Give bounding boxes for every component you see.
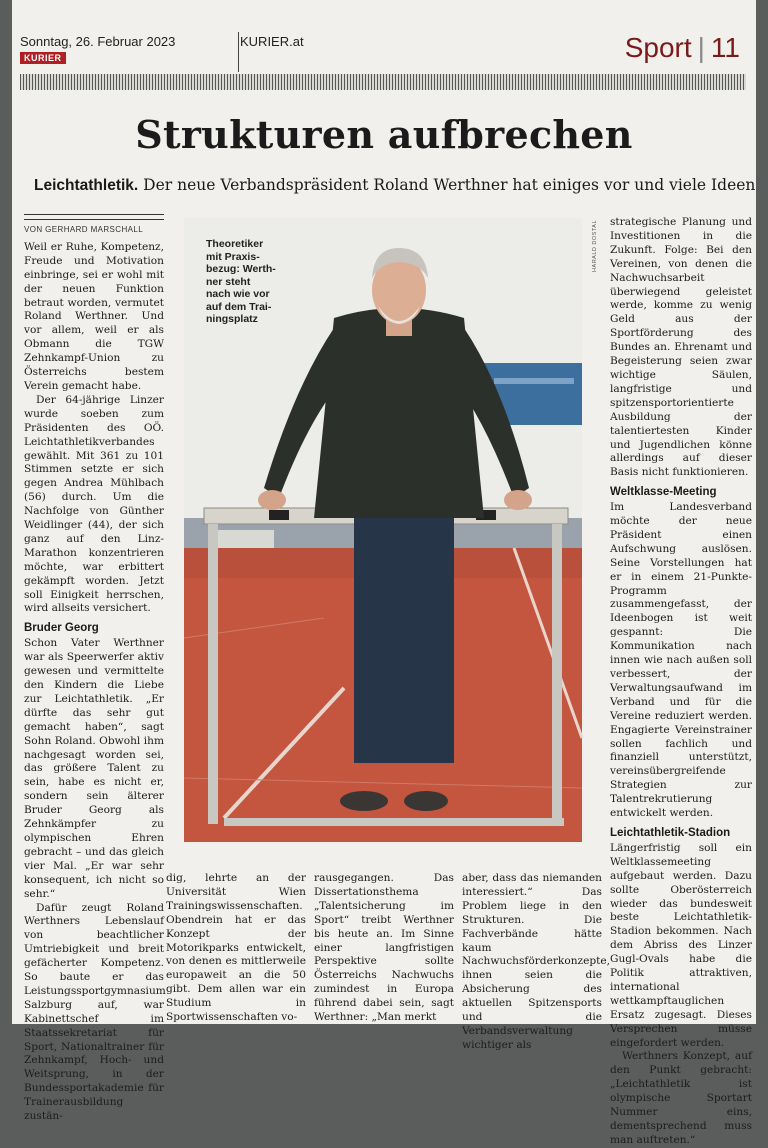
paragraph: aber, dass das niemanden interessiert.“ Das Problem liege in den Strukturen. Die Fachverbände hätte kaum Nachwuchsförderkonzepte, ihnen seien die Absicherung des aktuellen Spitzensports und die Verbandsverwaltung wichtiger als [462, 872, 611, 1051]
paragraph: Der 64-jährige Linzer wurde soeben zum Präsidenten des OÖ. Leichtathletikverbandes gewählt. Mit 361 zu 101 Stimmen setzte er sich gegen Andrea Mühlbach (56) durch. Um die Nachfolge von Günther Weidlinger (44), der sich ganz auf den Linz-Marathon konzentrieren möchte, war erbittert gekämpft worden. Jetzt soll Einigkeit herrschen, wird allseits versichert. [24, 393, 164, 615]
kicker: Leichtathletik. [34, 177, 139, 194]
subheading: Leichtathletik-Stadion [610, 826, 731, 839]
subheading: Bruder Georg [24, 622, 99, 635]
article-column-4 [462, 872, 611, 1053]
subheading: Weltklasse-Meeting [610, 486, 717, 499]
paragraph: dig, lehrte an der Universität Wien Trainingswissenschaften. Obendrein hat er das Konzept der Motorikparks entwickelt, von denen es mittlerweile europaweit an die 50 gibt. Dem allen war ein Studium in Sportwissenschaften vo- [166, 872, 306, 1024]
newspaper-page [12, 0, 756, 1146]
section-name: Sport [624, 32, 692, 63]
newspaper-logo: KURIER [20, 52, 66, 64]
subheadline [34, 176, 754, 195]
masthead [20, 32, 750, 92]
photo-caption: Theoretiker mit Praxis- bezug: Werth- ner steht nach wie vor auf dem Trai- ningsplatz [206, 238, 276, 325]
byline-rule [24, 214, 164, 220]
section-header [625, 32, 740, 64]
paragraph: Weil er Ruhe, Kompetenz, Freude und Motivation einbringe, sei er wohl mit der neuen Funktion betraut worden, vermutet Roland Werthner. Und vor allem, weil er als Obmann die TGW Zehnkampf-Union zu Österreichs bestem Verein gemacht habe. [24, 240, 164, 392]
masthead-rule [20, 74, 746, 90]
paragraph: Im Landesverband möchte der neue Präsident einen Aufschwung auslösen. Seine Vorstellungen hat er in einem 21-Punkte-Programm zusammengefasst, der Ideenbogen ist weit gespannt: Die Kommunikation nach innen wie nach außen soll verbessert, der Verwaltungsaufwand im Verband und für die Vereine reduziert werden. Engagierte Vereinstrainer sollen fachlich und finanziell unterstützt, vereinsübergreifende Strategien zur Talentrekrutierung entwickelt werden. [610, 501, 752, 820]
website-label: KURIER.at [240, 34, 304, 49]
article-column-3 [314, 872, 454, 1025]
article-column-5 [610, 216, 752, 1148]
byline: VON GERHARD MARSCHALL [24, 225, 144, 234]
issue-date: Sonntag, 26. Februar 2023 [20, 34, 176, 49]
photo-credit: HARALD DOSTAL [592, 220, 598, 272]
paragraph: strategische Planung und Investitionen in die Zukunft. Folge: Bei den Vereinen, von denen die Nachwuchsarbeit überwiegend geleistet werde, komme zu wenig Geld aus der Sportförderung des Bundes an. Ehrenamt und Begeisterung seien zwar wichtige Säulen, langfristige und spitzensportorientierte Ausbildung der talentiertesten Kinder und Jugendlichen könne allerdings auf dieser Basis nicht funktionieren. [610, 216, 752, 479]
subheadline-text: Der neue Verbandspräsident Roland Werthner hat einiges vor und viele Ideen [143, 176, 756, 194]
paragraph: Dafür zeugt Roland Werthners Lebenslauf von beachtlicher Umtriebigkeit und breit gefächerter Kompetenz. So baute er das Leistungssportgymnasium Salzburg auf, war Kabinettschef im Staatssekretariat für Sport, Nationaltrainer für Zehnkampf, Hoch- und Weitsprung, in der Bundessportakademie für Trainerausbildung zustän- [24, 901, 166, 1123]
headline: Strukturen aufbrechen [135, 112, 633, 157]
paragraph: Längerfristig soll ein Weltklassemeeting aufgebaut werden. Dazu sollte Oberösterreich wieder das bundesweit beste Leichtathletik-Stadion bekommen. Nach dem Abriss des Linzer Gugl-Ovals habe die Politik attraktiven, international wettkampftauglichen Ersatz zugesagt. Dieses Versprechen müsse eingefordert werden. [610, 841, 752, 1049]
page-number: 11 [710, 32, 740, 63]
article-photo [184, 218, 582, 842]
paragraph: Werthners Konzept, auf den Punkt gebracht: „Leichtathletik ist olympische Sportart Nummer eins, dementsprechend muss man auftreten.“ [610, 1050, 752, 1146]
paragraph: rausgegangen. Das Dissertationsthema „Talentsicherung im Sport“ treibt Werthner bis heute an. Im Sinne einer langfristigen Perspektive sollte Österreichs Nachwuchs zumindest in Europa führend dabei sein, sagt Werthner: „Man merkt [314, 872, 454, 1024]
article-column-2 [166, 872, 306, 1025]
masthead-divider [238, 32, 239, 72]
section-separator: | [697, 32, 705, 63]
article-column-1 [24, 214, 164, 1124]
paragraph: Schon Vater Werthner war als Speerwerfer aktiv gewesen und vermittelte den Kindern die Liebe zur Leichtathletik. „Er dürfte das sehr gut gemacht haben“, sagt Sohn Roland. Obwohl ihm nachgesagt worden sei, das größere Talent zu sein, habe es nicht er, sondern sein älterer Bruder Georg als Zehnkämpfer zu olympischen Ehren gebracht – und das gleich vier Mal. „Er war sehr konsequent, ich nicht so sehr.“ [24, 637, 164, 900]
